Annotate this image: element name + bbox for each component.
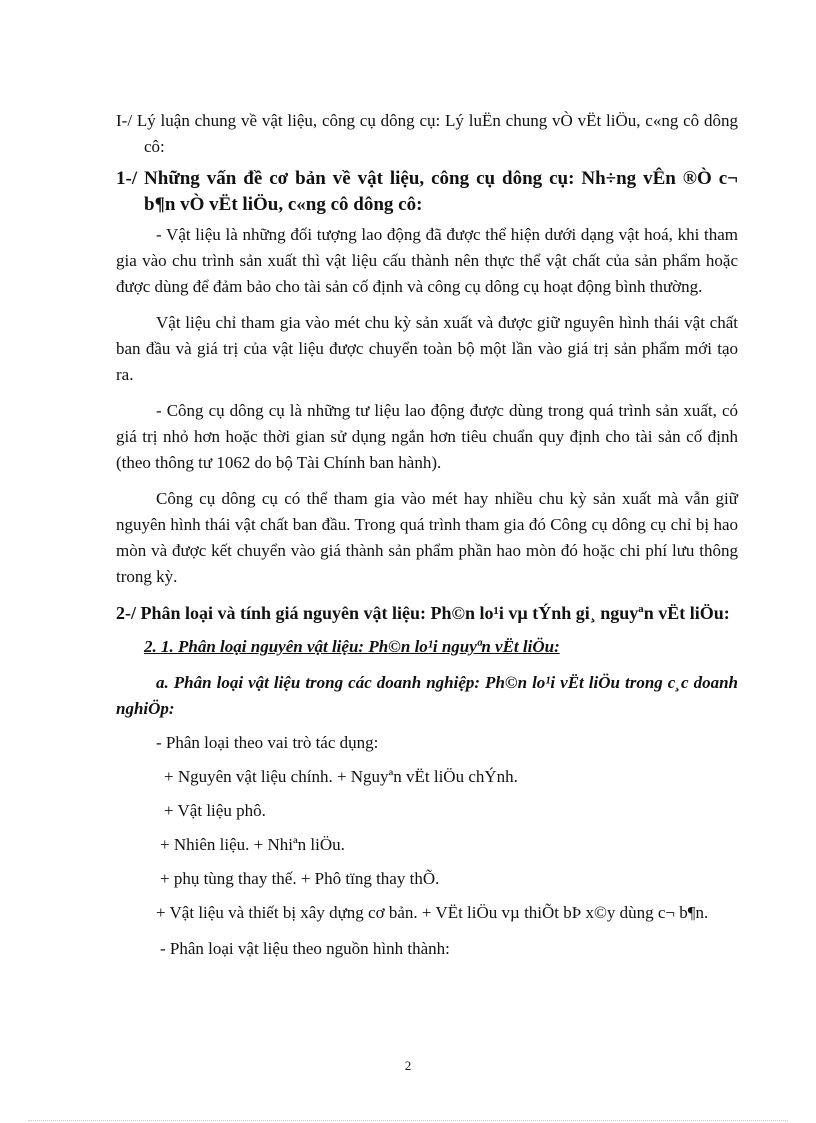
- page-border-divider: [28, 1120, 788, 1121]
- heading-section-1-1: 1-/ Những vấn đề cơ bản về vật liệu, công cụ dông cụ: Nh÷ng vÊn ®Ò c¬ b¶n vÒ vËt liÖu, c«ng cô dông cô:: [116, 168, 738, 215]
- list-item: + Nguyên vật liệu chính. + Nguyªn vËt liÖu chÝnh.: [164, 767, 518, 786]
- list-item: + phụ tùng thay thế. + Phô tïng thay thÕ.: [160, 869, 440, 888]
- list-item: + Vật liệu và thiết bị xây dựng cơ bản. + VËt liÖu vµ thiÕt bÞ x©y dùng c¬ b¶n.: [156, 903, 709, 922]
- paragraph-tool-cycle: Công cụ dông cụ có thể tham gia vào mét hay nhiều chu kỳ sản xuất mà vẫn giữ nguyên hình thái vật chất ban đầu. Trong quá trình tham gia đó Công cụ dông cụ chỉ bị hao mòn và được kết chuyển vào giá thành sản phẩm phần hao mòn đó hoặc chi phí lưu thông trong kỳ.: [116, 489, 738, 586]
- paragraph-classification-source: - Phân loại vật liệu theo nguồn hình thành:: [160, 939, 450, 958]
- paragraph-classification-role: - Phân loại theo vai trò tác dụng:: [156, 733, 379, 752]
- page-number: 2: [404, 1058, 412, 1073]
- heading-subsection-a: a. Phân loại vật liệu trong các doanh nghiệp: Ph©n lo¹i vËt liÖu trong c¸c doanh nghiÖp:: [116, 673, 738, 718]
- paragraph-material-definition: - Vật liệu là những đối tượng lao động đã được thể hiện dưới dạng vật hoá, khi tham gia vào chu trình sản xuất thì vật liệu cấu thành nên thực thể vật chất của sản phẩm hoặc được dùng để đảm bảo cho tài sản cố định và công cụ dông cụ hoạt động bình thường.: [116, 225, 738, 296]
- heading-section-1-2: 2-/ Phân loại và tính giá nguyên vật liệu: Ph©n lo¹i vµ tÝnh gi¸ nguyªn vËt liÖu:: [116, 603, 730, 623]
- list-item: + Vật liệu phô.: [164, 801, 266, 820]
- heading-section-2-1: 2. 1. Phân loại nguyên vật liệu: Ph©n lo¹i nguyªn vËt liÖu:: [144, 637, 560, 656]
- document-body: [116, 108, 738, 962]
- paragraph-material-cycle: Vật liệu chỉ tham gia vào mét chu kỳ sản xuất và được giữ nguyên hình thái vật chất ban đầu và giá trị của vật liệu được chuyển toàn bộ một lần vào giá trị sản phẩm mới tạo ra.: [116, 313, 738, 384]
- list-item: + Nhiên liệu. + Nhiªn liÖu.: [160, 835, 345, 854]
- paragraph-tool-definition: - Công cụ dông cụ là những tư liệu lao động được dùng trong quá trình sản xuất, có giá trị nhỏ hơn hoặc thời gian sử dụng ngắn hơn tiêu chuẩn quy định cho tài sản cố định (theo thông tư 1062 do bộ Tài Chính ban hành).: [116, 401, 738, 472]
- heading-section-1: I-/ Lý luận chung về vật liệu, công cụ dông cụ: Lý luËn chung vÒ vËt liÖu, c«ng cô dông cô:: [116, 111, 738, 156]
